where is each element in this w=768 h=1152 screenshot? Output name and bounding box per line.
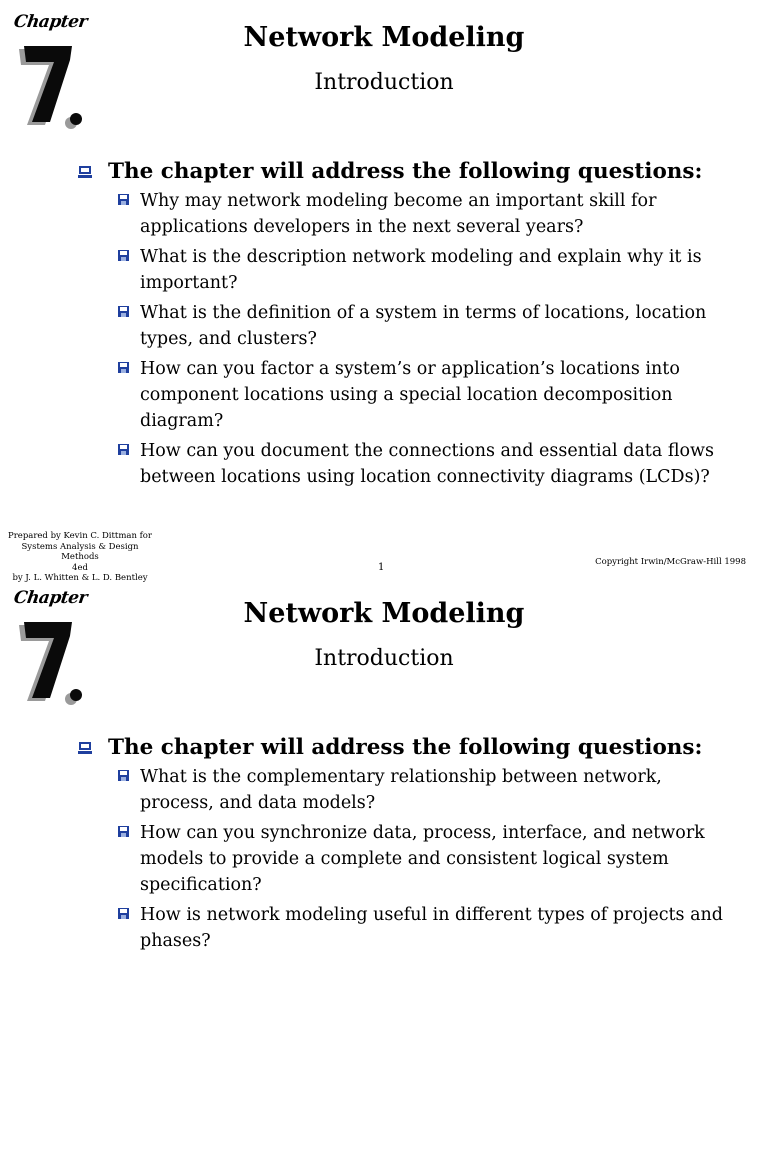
footer-line: 4ed (72, 562, 88, 573)
sub-bullet-text: How can you synchronize data, process, interface, and network models to provide a complete and consistent logical system specification? (140, 823, 705, 895)
disk-bullet-icon (118, 194, 129, 205)
slide-subtitle: Introduction (314, 70, 454, 95)
main-bullet (78, 734, 738, 762)
disk-bullet-icon (118, 826, 129, 837)
disk-bullet-icon (118, 770, 129, 781)
sub-bullet (118, 902, 738, 954)
sub-bullet (118, 764, 738, 816)
bullet-list (78, 158, 738, 494)
slide-title: Network Modeling (243, 22, 525, 53)
sub-bullet-text: How can you factor a system’s or application’s locations into component locations using a special location decomposition diagram? (140, 359, 680, 431)
sub-bullet-list (78, 764, 738, 954)
computer-bullet-icon (78, 742, 92, 754)
page-number: 1 (378, 562, 385, 573)
sub-bullet (118, 188, 738, 240)
disk-bullet-icon (118, 444, 129, 455)
main-bullet-text: The chapter will address the following questions: (108, 159, 703, 184)
bullet-list (78, 734, 738, 958)
sub-bullet (118, 300, 738, 352)
footer-line: Systems Analysis & Design Methods (21, 541, 139, 562)
chapter-label: Chapter (12, 12, 89, 32)
sub-bullet-text: How can you document the connections and essential data flows between locations using location connectivity diagrams (LCDs)? (140, 441, 714, 487)
main-bullet (78, 158, 738, 186)
disk-bullet-icon (118, 250, 129, 261)
chapter-label: Chapter (12, 588, 89, 608)
slide-title: Network Modeling (243, 598, 525, 629)
sub-bullet-text: What is the definition of a system in terms of locations, location types, and clusters? (140, 303, 707, 349)
disk-bullet-icon (118, 306, 129, 317)
sub-bullet (118, 438, 738, 490)
slide-subtitle: Introduction (314, 646, 454, 671)
sub-bullet-text: How is network modeling useful in different types of projects and phases? (140, 905, 723, 951)
sub-bullet-list (78, 188, 738, 490)
sub-bullet (118, 356, 738, 434)
footer-copyright: Copyright Irwin/McGraw-Hill 1998 (595, 557, 746, 567)
slide-2 (0, 576, 768, 1152)
sub-bullet (118, 244, 738, 296)
sub-bullet (118, 820, 738, 898)
sub-bullet-text: What is the description network modeling and explain why it is important? (140, 247, 702, 293)
disk-bullet-icon (118, 908, 129, 919)
computer-bullet-icon (78, 166, 92, 178)
footer-line: by J. L. Whitten & L. D. Bentley (12, 573, 148, 583)
sub-bullet-text: Why may network modeling become an important skill for applications developers in the next several years? (140, 191, 657, 237)
disk-bullet-icon (118, 362, 129, 373)
sub-bullet-text: What is the complementary relationship between network, process, and data models? (140, 767, 662, 813)
footer-line: Prepared by Kevin C. Dittman for (8, 531, 152, 541)
main-bullet-text: The chapter will address the following questions: (108, 735, 703, 760)
